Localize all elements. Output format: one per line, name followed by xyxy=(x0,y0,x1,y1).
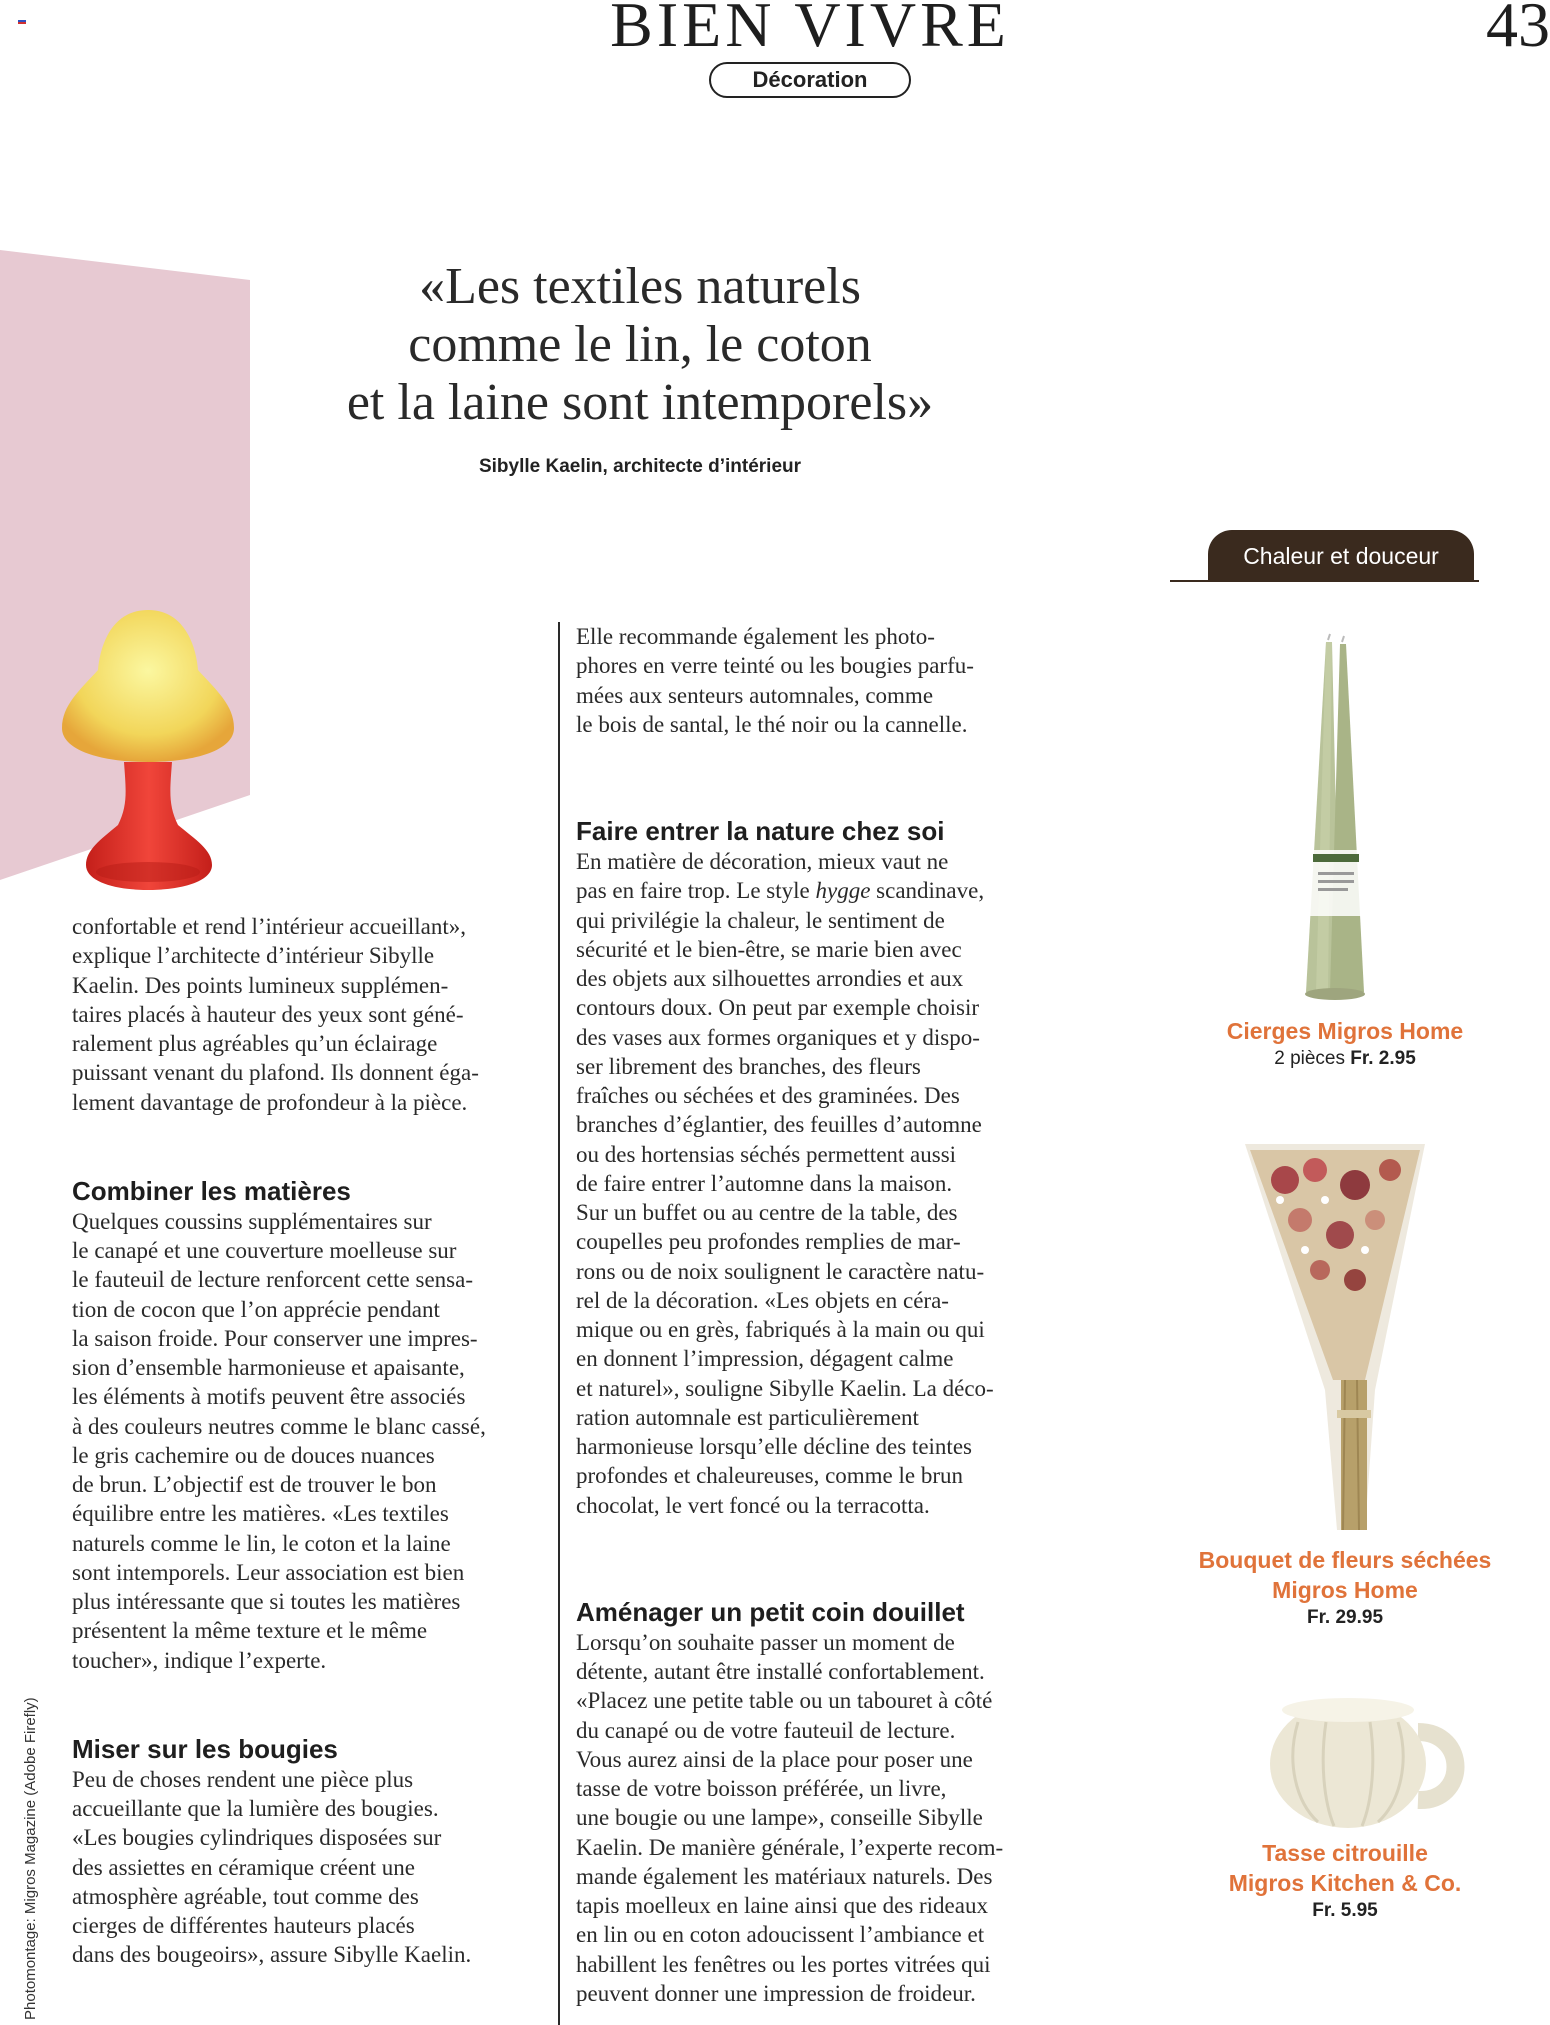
taper-candles-image xyxy=(1280,632,1390,1007)
product-name: Migros Home xyxy=(1272,1577,1418,1603)
paragraph-photophores: Elle recommande également les photo- phores en verre teinté ou les bougies parfu- mées aux senteurs automnales, comme le bois de santal, le thé noir ou la cannelle. xyxy=(576,624,974,737)
paragraph-intro: confortable et rend l’intérieur accueillant», explique l’architecte d’intérieur Sibylle Kaelin. Des points lumineux supplémen- taires placés à hauteur des yeux sont géné- ralement plus agréables qu’un éclairage puissant venant du plafond. Ils donnent éga- lement davantage de profondeur à la pièce. xyxy=(72,914,479,1115)
product-name: Migros Kitchen & Co. xyxy=(1228,1870,1462,1896)
paragraph-combiner-matieres: Quelques coussins supplémentaires sur le canapé et une couverture moelleuse sur le fauteuil de lecture renforcent cette sensa- tion de cocon que l’on apprécie pendant la saison froide. Pour conserver une impres- sion d’ensemble harmonieuse et apaisante, les éléments à motifs peuvent être associés à des couleurs neutres comme le blanc cassé, le gris cachemire ou de douces nuances de brun. L’objectif est de trouver le bon équilibre entre les matières. «Les textiles naturels comme le lin, le coton et la laine sont intemporels. Leur association est bien plus intéressante que si toutes les matières présentent la même texture et le même toucher», indique l’experte. xyxy=(72,1208,486,1673)
hygge-term: hygge xyxy=(815,878,871,904)
product-name: Bouquet de fleurs séchées xyxy=(1198,1547,1492,1573)
pink-wall-illustration xyxy=(0,250,260,890)
subheading-coin-douillet: Aménager un petit coin douillet xyxy=(576,1596,965,1627)
product-name: Cierges Migros Home xyxy=(1226,1018,1464,1044)
column-divider xyxy=(558,622,560,2025)
pumpkin-mug-image xyxy=(1268,1692,1478,1832)
subheading-miser-bougies: Miser sur les bougies xyxy=(72,1733,338,1764)
product-price: 2 pièces Fr. 2.95 xyxy=(1274,1048,1416,1069)
pull-quote-line: «Les textiles naturels xyxy=(419,258,861,315)
dried-flower-bouquet-image xyxy=(1225,1140,1440,1535)
subheading-nature-chez-soi: Faire entrer la nature chez soi xyxy=(576,816,945,846)
product-card-mug xyxy=(1170,1838,1520,1924)
paragraph-nature-chez-soi: En matière de décoration, mieux vaut ne pas en faire trop. Le style hygge scandinave, qui privilégie la chaleur, le sentiment de sécurité et le bien-être, se marie bien avec des objets aux silhouettes arrondies et aux contours doux. On peut par exemple choisir des vases aux formes organiques et y dispo- ser librement des branches, des fleurs fraîches ou séchées et des graminées. Des branches d’églantier, des feuilles d’automne ou des hortensias séchés permettent aussi de faire entrer l’automne dans la maison. Sur un buffet ou au centre de la table, des coupelles peu profondes remplies de mar- rons ou de noix soulignent le caractère natu- rel de la décoration. «Les objets en céra- mique ou en grès, fabriqués à la main ou qui en donnent l’impression, dégagent calme et naturel», souligne Sibylle Kaelin. La déco- ration automnale est particulièrement harmonieuse lorsqu’elle décline des teintes profondes et chaleureuses, comme le brun chocolat, le vert foncé ou la terracotta. xyxy=(576,849,994,1518)
product-price: Fr. 29.95 xyxy=(1306,1607,1384,1628)
sidebar-rule xyxy=(1170,580,1479,582)
article-column-middle xyxy=(576,622,1056,2008)
paragraph-miser-bougies: Peu de choses rendent une pièce plus accueillante que la lumière des bougies. «Les bougies cylindriques disposées sur des assiettes en céramique créent une atmosphère agréable, tout comme des cierges de différentes hauteurs placés dans des bougeoirs», assure Sibylle Kaelin. xyxy=(72,1766,472,1968)
section-badge: Décoration xyxy=(709,62,911,98)
paragraph-coin-douillet: Lorsqu’on souhaite passer un moment de détente, autant être installé confortablement. «Placez une petite table ou un tabouret à côté du canapé ou de votre fauteuil de lecture. Vous aurez ainsi de la place pour poser une tasse de votre boisson préférée, un livre, une bougie ou une lampe», conseille Sibylle Kaelin. De manière générale, l’experte recom- mande également les matériaux naturels. Des tapis moelleux en laine ainsi que des rideaux en lin ou en coton adoucissent l’ambiance et habillent les fenêtres ou les portes vitrées qui peuvent donner une impression de froideur. xyxy=(576,1629,1004,2006)
article-column-left xyxy=(72,912,542,1970)
subheading-combiner-matieres: Combiner les matières xyxy=(72,1175,351,1206)
product-card-bouquet xyxy=(1170,1545,1520,1631)
pull-quote-line: comme le lin, le coton xyxy=(408,316,872,373)
page-number: 43 xyxy=(1486,0,1550,60)
product-card-candles xyxy=(1170,1016,1520,1072)
photo-credit: Photomontage: Migros Magazine (Adobe Firefly) xyxy=(22,1697,39,2020)
sidebar-tab: Chaleur et douceur xyxy=(1208,530,1474,580)
product-price: Fr. 5.95 xyxy=(1312,1900,1378,1921)
product-name: Tasse citrouille xyxy=(1262,1840,1428,1866)
magazine-section-title: BIEN VIVRE xyxy=(610,0,1010,60)
pull-quote xyxy=(300,258,980,432)
pull-quote-line: et la laine sont intemporels» xyxy=(346,374,934,431)
quote-author: Sibylle Kaelin, architecte d’intérieur xyxy=(478,456,802,477)
